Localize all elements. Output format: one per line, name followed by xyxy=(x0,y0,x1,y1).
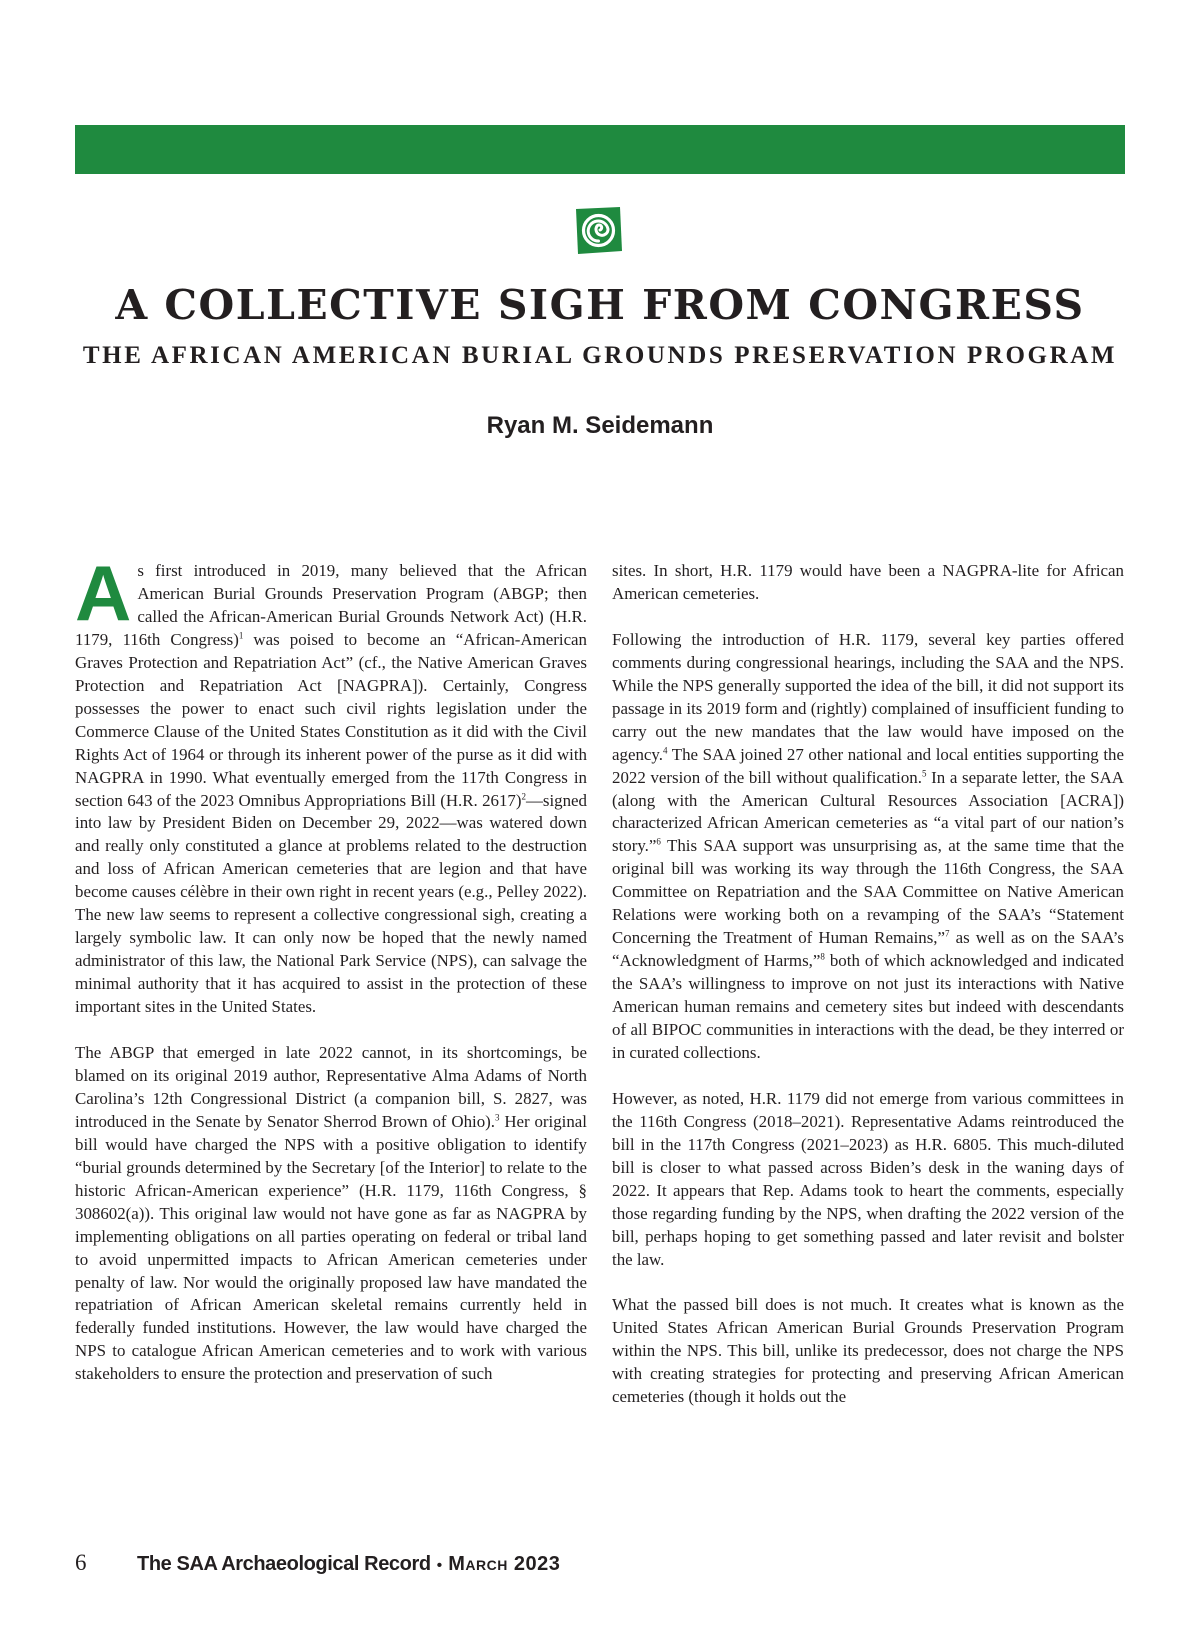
footnote-ref: 3 xyxy=(495,1112,500,1123)
header-color-band xyxy=(75,125,1125,174)
paragraph-text: was poised to become an “African-American Graves Protection and Repatriation Act” (cf., the Native American Graves Protection and Repatriation Act [NAGPRA]). Certainly, Congress possesses the power to enact such civil rights legislation under the Commerce Clause of the United States Constitution as it did with the Civil Rights Act of 1964 or through its inherent power of the purse as it did with NAGPRA in 1990. What eventually emerged from the 117th Congress in section 643 of the 2023 Omnibus Appropriations Bill (H.R. 2617) xyxy=(75,629,588,810)
paragraph-text: Her original bill would have charged the NPS with a positive obligation to identify “burial grounds determined by the Secretary [of the Interior] to relate to the historic African-American experience” (H.R. 1179, 116th Congress, § 308602(a)). This original law would not have gone as far as NAGPRA by implementing obligations on all parties operating on federal or tribal land to avoid unpermitted impacts to African American cemeteries under penalty of law. Nor would the originally proposed law have mandated the repatriation of African American skeletal remains currently held in federally funded institutions. However, the law would have charged the NPS to catalogue African American cemeteries and to work with various stakeholders to ensure the protection and preservation of such xyxy=(75,1111,588,1384)
paragraph-text: In a separate letter, the SAA (along with the American Cultural Resources Association [ACRA]) characterized African American cemeteries as “a vital part of our nation’s story.” xyxy=(612,767,1124,856)
paragraph xyxy=(612,629,1124,1065)
paragraph-text: both of which acknowledged and indicated the SAA’s willingness to improve on not just its interactions with Native American human remains and cemetery sites but indeed with descendants of all BIPOC communities in interactions with the dead, be they interred or in curated collections. xyxy=(612,951,1124,1062)
footnote-ref: 8 xyxy=(820,951,825,962)
page-number: 6 xyxy=(75,1550,87,1575)
drop-cap: A xyxy=(75,549,132,637)
article-title: A COLLECTIVE SIGH FROM CONGRESS xyxy=(115,281,1085,329)
footnote-ref: 4 xyxy=(662,744,668,755)
paragraph-text: as well as on the SAA’s “Acknowledgment of Harms,” xyxy=(612,928,1124,971)
paragraph-text: The ABGP that emerged in late 2022 cannot, in its shortcomings, be blamed on its original 2019 author, Representative Alma Adams of North Carolina’s 12th Congressional District (a companion bill, S. 2827, was introduced in the Senate by Senator Sherrod Brown of Ohio). xyxy=(75,1043,587,1131)
footnote-ref: 5 xyxy=(921,767,927,778)
right-column xyxy=(612,560,1124,1432)
footnote-ref: 2 xyxy=(521,790,526,801)
paragraph: What the passed bill does is not much. It creates what is known as the United States African American Burial Grounds Preservation Program within the NPS. This bill, unlike its predecessor, does not charge the NPS with creating strategies for protecting and preserving African American cemeteries (though it holds out the xyxy=(612,1295,1124,1407)
left-column xyxy=(75,549,588,1409)
issue-date: March 2023 xyxy=(448,1553,561,1575)
page-footer xyxy=(75,1550,560,1576)
paragraph-text: s first introduced in 2019, many believed that the African American Burial Grounds Preservation Program (ABGP; then called the African-American Burial Grounds Network Act) (H.R. 1179, 116th Congress) xyxy=(75,561,587,649)
paragraph-text: The SAA joined 27 other national and local entities supporting the 2022 version of the bill without qualification. xyxy=(612,744,1124,787)
paragraph-text: Following the introduction of H.R. 1179, several key parties offered comments during congressional hearings, including the SAA and the NPS. While the NPS generally supported the idea of the bill, it did not support its passage in its 2019 form and (rightly) complained of insufficient funding to carry out the new mandates that the law would have imposed on the agency. xyxy=(612,629,1124,764)
paragraph-text: —signed into law by President Biden on December 29, 2022—was watered down and really only constituted a glance at problems related to the destruction and loss of African American cemeteries that are legion and that have become causes célèbre in their own right in recent years (e.g., Pelley 2022). The new law seems to represent a collective congressional sigh, creating a largely symbolic law. It can only now be hoped that the newly named administrator of this law, the National Park Service (NPS), can salvage the minimal authority that it has acquired to assist in the protection of these important sites in the United States. xyxy=(75,790,587,1017)
paragraph: sites. In short, H.R. 1179 would have been a NAGPRA-lite for African American cemeteries. xyxy=(612,561,1124,603)
article-subtitle: THE AFRICAN AMERICAN BURIAL GROUNDS PRESERVATION PROGRAM xyxy=(82,342,1118,369)
author-name: Ryan M. Seidemann xyxy=(486,412,714,439)
journal-name: The SAA Archaeological Record xyxy=(137,1553,431,1575)
paragraph: However, as noted, H.R. 1179 did not emerge from various committees in the 116th Congress (2018–2021). Representative Adams reintroduced the bill in the 117th Congress (2021–2023) as H.R. 6805. This much-diluted bill is closer to what passed across Biden’s desk in the waning days of 2022. It appears that Rep. Adams took to heart the comments, especially those regarding funding by the NPS, when drafting the 2022 version of the bill, perhaps hoping to get something passed and later revisit and bolster the law. xyxy=(612,1088,1124,1269)
footnote-ref: 1 xyxy=(238,630,244,641)
footnote-ref: 6 xyxy=(656,836,661,847)
paragraph-text: This SAA support was unsurprising as, at the same time that the original bill was working its way through the 116th Congress, the SAA Committee on Repatriation and the SAA Committee on Native American Relations were working both on a revamping of the SAA’s “Statement Concerning the Treatment of Human Remains,” xyxy=(612,836,1124,948)
footnote-ref: 7 xyxy=(945,928,950,939)
spiral-icon xyxy=(573,205,624,256)
paragraph xyxy=(75,549,588,1019)
footer-separator: • xyxy=(436,1557,443,1574)
paragraph xyxy=(75,1042,587,1386)
